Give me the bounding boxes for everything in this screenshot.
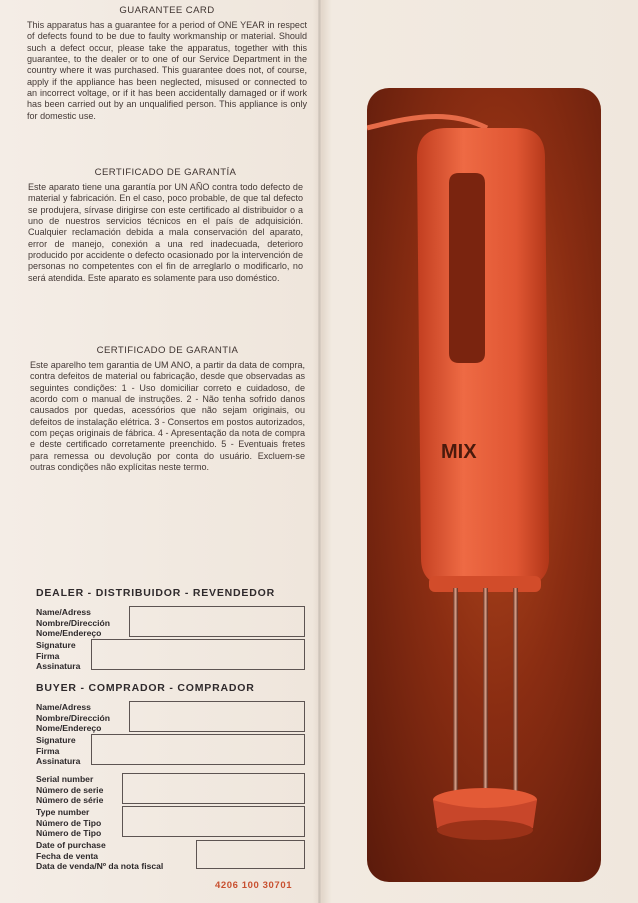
product-code: 4206 100 30701 — [215, 880, 293, 891]
buyer-name-field[interactable] — [129, 701, 305, 732]
serial-number-field[interactable] — [122, 773, 305, 804]
mixer-shaft-center — [483, 588, 488, 808]
buyer-name-label: Name/Adress Nombre/Dirección Nome/Endereço — [36, 702, 111, 733]
mixer-logo: MIX — [441, 441, 477, 463]
english-text: This apparatus has a guarantee for a period of ONE YEAR in respect of defects found to be due to faulty workmanship or material. Should such a defect occur, please take the apparatus, together with this guarantee, to the dealer or to one of our Service Department in the country where it was purchased. This guarantee does not, of course, apply if the appliance has been neglected, misused or connected to an incorrect voltage, or if it has been accidentally damaged or if work has been carried out by an unqualified person. This appliance is only for domestic use. — [27, 20, 307, 121]
spanish-text: Este aparato tiene una garantía por UN AÑO contra todo defecto de material y fabricación. En el caso, poco probable, de que tal defecto se produjera, sírvase dirigirse con este certificado al distribuidor o a uno de nuestros servicios técnicos en el país de adquisición. Cualquier reclamación debida a mala conservación del aparato, error de manejo, conexión a una red inadecuada, deterioro producido por accidente o defecto ocasionado por la intervención de personas no competentes con el fin de arreglarlo o modificarlo, no será atendida. Este aparato es solamente para uso doméstico. — [28, 182, 303, 283]
dealer-heading: DEALER - DISTRIBUIDOR - REVENDEDOR — [36, 587, 275, 599]
spanish-title: CERTIFICADO DE GARANTÍA — [94, 167, 237, 178]
english-section — [27, 5, 307, 122]
hand-mixer-illustration — [367, 88, 601, 882]
date-of-purchase-field[interactable] — [196, 840, 305, 869]
handle-opening — [449, 173, 485, 363]
portuguese-text: Este aparelho tem garantia de UM ANO, a partir da data de compra, contra defeitos de material ou fabricação, desde que observadas as seguintes condições: 1 - Uso domiciliar correto e cuidadoso, de acordo com o manual de instruções. 2 - Não tenha sofrido danos causados por quedas, acessórios que não sejam originais, ou defeitos de instalação elétrica. 3 - Consertos em postos autorizados, com peças originais de fábrica. 4 - Apresentação da nota de compra e deste certificado corretamente preenchido. 5 - Eventuais fretes para remessa ou devolução por conta do usuário. Excluem-se outras condições não explícitas neste termo. — [30, 360, 305, 473]
power-cable — [367, 116, 487, 128]
buyer-signature-field[interactable] — [91, 734, 305, 765]
hand-mixer-photo — [367, 88, 601, 882]
dealer-name-field[interactable] — [129, 606, 305, 637]
serial-number-label: Serial number Número de serie Número de série — [36, 774, 104, 805]
buyer-heading: BUYER - COMPRADOR - COMPRADOR — [36, 682, 255, 694]
blade-guard-bottom — [437, 820, 533, 840]
dealer-signature-label: Signature Firma Assinatura — [36, 640, 81, 671]
date-of-purchase-label: Date of purchase Fecha de venta Data de venda/Nº da nota fiscal — [36, 840, 164, 871]
type-number-label: Type number Número de Tipo Número de Tipo — [36, 807, 102, 838]
english-title: GUARANTEE CARD — [119, 5, 215, 16]
mixer-shaft-right — [513, 588, 518, 798]
page-fold — [318, 0, 321, 903]
portuguese-section — [30, 345, 305, 473]
buyer-signature-label: Signature Firma Assinatura — [36, 735, 81, 766]
type-number-field[interactable] — [122, 806, 305, 837]
dealer-name-label: Name/Adress Nombre/Dirección Nome/Endereço — [36, 607, 111, 638]
portuguese-title: CERTIFICADO DE GARANTIA — [96, 345, 239, 356]
mixer-shaft-left — [453, 588, 458, 798]
spanish-section — [28, 167, 303, 284]
dealer-signature-field[interactable] — [91, 639, 305, 670]
